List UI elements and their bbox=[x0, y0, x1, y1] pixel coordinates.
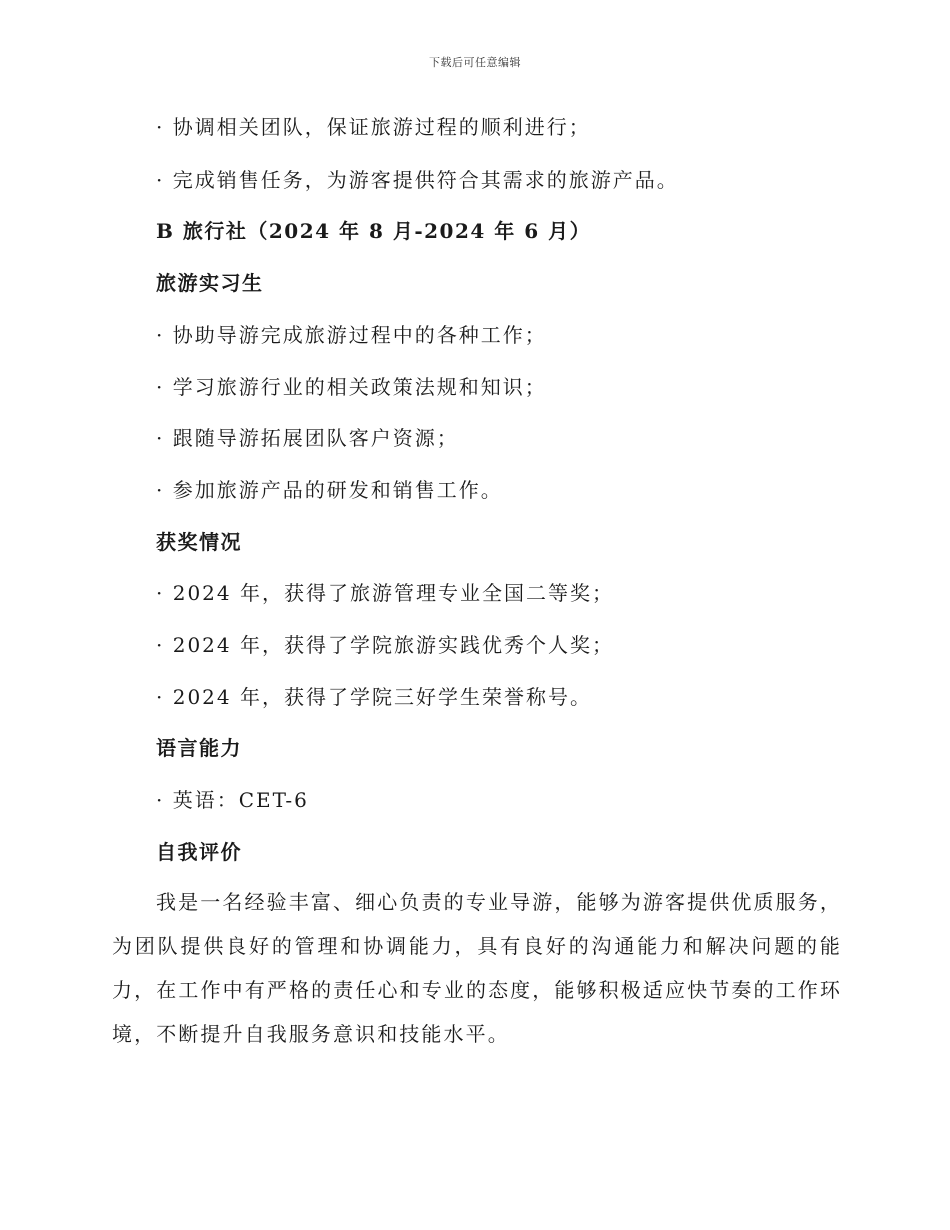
bullet-award-merit-student: · 2024 年，获得了学院三好学生荣誉称号。 bbox=[156, 685, 592, 709]
bullet-award-national: · 2024 年，获得了旅游管理专业全国二等奖； bbox=[156, 581, 614, 605]
heading-awards: 获奖情况 bbox=[156, 530, 242, 554]
heading-language: 语言能力 bbox=[156, 736, 242, 760]
heading-tour-intern: 旅游实习生 bbox=[156, 271, 264, 295]
bullet-english: · 英语：CET-6 bbox=[156, 788, 309, 812]
bullet-coordinate-teams: · 协调相关团队，保证旅游过程的顺利进行； bbox=[156, 115, 591, 139]
bullet-assist-guide: · 协助导游完成旅游过程中的各种工作； bbox=[156, 323, 547, 347]
heading-b-travel-agency: B 旅行社（2024 年 8 月-2024 年 6 月） bbox=[156, 219, 592, 243]
heading-self-evaluation: 自我评价 bbox=[156, 840, 242, 864]
bullet-expand-clients: · 跟随导游拓展团队客户资源； bbox=[156, 426, 459, 450]
self-evaluation-paragraph: 我是一名经验丰富、细心负责的专业导游，能够为游客提供优质服务，为团队提供良好的管理和协调能力，具有良好的沟通能力和解决问题的能力，在工作中有严格的责任心和专业的态度，能够积极适应快节奏的工作环境，不断提升自我服务意识和技能水平。 bbox=[112, 890, 842, 1046]
bullet-product-dev: · 参加旅游产品的研发和销售工作。 bbox=[156, 478, 503, 502]
page-header: 下载后可任意编辑 bbox=[429, 56, 521, 69]
bullet-award-practice: · 2024 年，获得了学院旅游实践优秀个人奖； bbox=[156, 633, 614, 657]
bullet-sales-task: · 完成销售任务，为游客提供符合其需求的旅游产品。 bbox=[156, 168, 679, 192]
bullet-learn-policy: · 学习旅游行业的相关政策法规和知识； bbox=[156, 375, 547, 399]
